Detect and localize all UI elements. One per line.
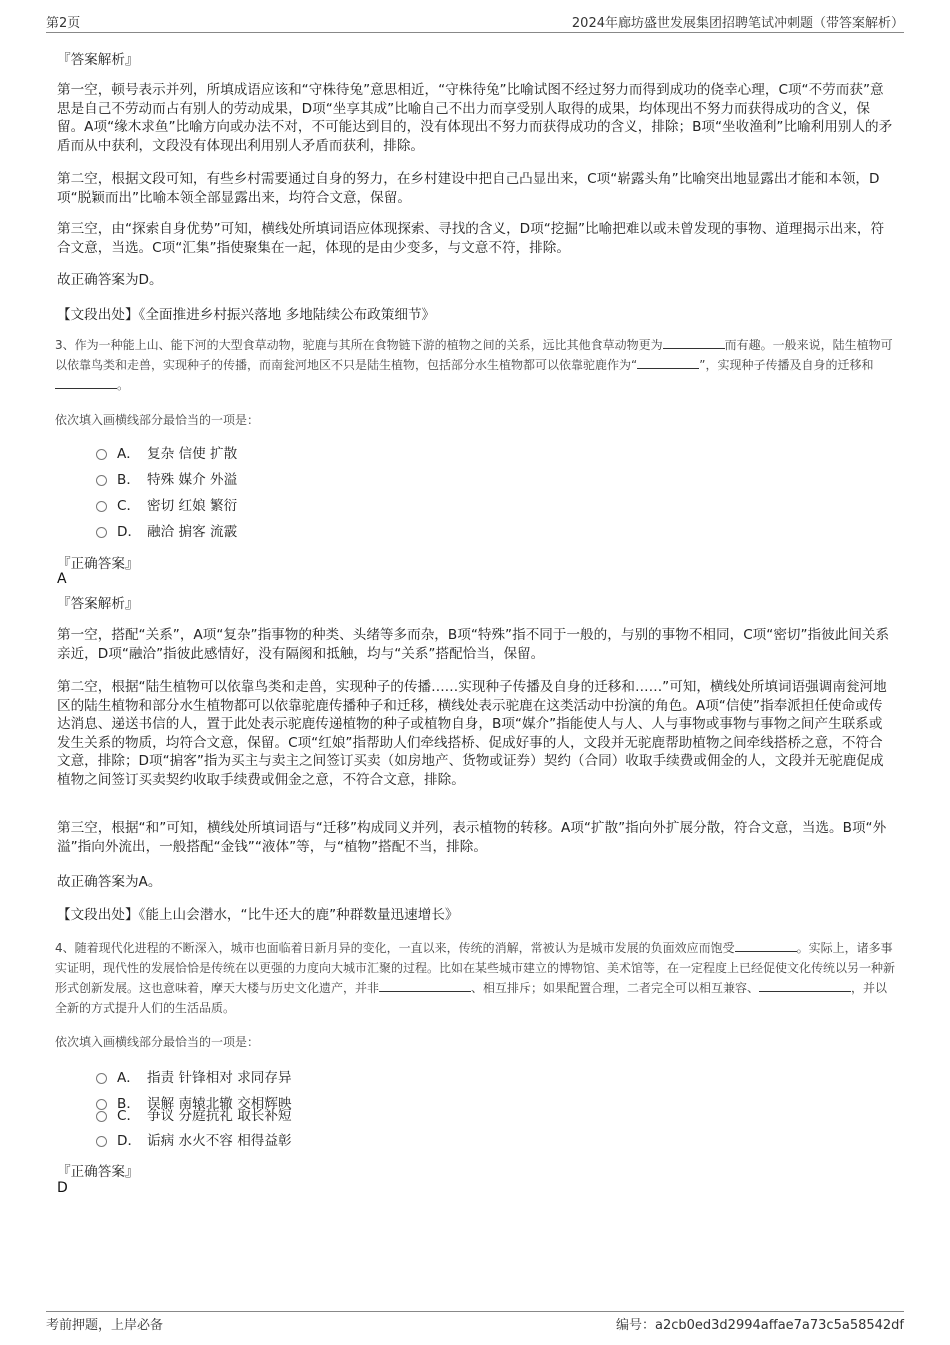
q3-option-d[interactable]: D． 融洽 掮客 流霰 bbox=[96, 522, 237, 542]
q4-blank-2 bbox=[379, 979, 471, 992]
header-divider bbox=[46, 32, 904, 33]
q2-analysis-p2: 第二空，根据文段可知，有些乡村需要通过自身的努力，在乡村建设中把自己凸显出来，C项“崭露头角”比喻突出地显露出才能和本领，D项“脱颖而出”比喻本领全部显露出来，均符合文意，保留。 bbox=[57, 171, 880, 206]
q2-analysis-p1: 第一空，顿号表示并列，所填成语应该和“守株待兔”意思相近，“守株待兔”比喻试图不经过努力而得到成功的侥幸心理，C项“不劳而获”意思是自己不劳动而占有别人的劳动成果，D项“坐享其成”比喻自己不出力而享受别人取得的成果，均体现出不努力而获得成功的含义，保留。A项“缘木求鱼”比喻方向或办法不对，不可能达到目的，没有体现出不努力而获得成功的含义，排除；B项“坐收渔利”比喻利用别人的矛盾而从中获利，文段没有体现出利用别人矛盾而获利，排除。 bbox=[57, 82, 893, 154]
q4-blank-3 bbox=[759, 979, 851, 992]
page-number: 第2页 bbox=[46, 16, 81, 31]
q3-option-b[interactable]: B． 特殊 媒介 外溢 bbox=[96, 470, 237, 490]
q3-stem-part3: ”，实现种子传播及自身的迁移和 bbox=[699, 358, 874, 372]
q3-analysis-p3: 第三空，根据“和”可知，横线处所填词语与“迁移”构成同义并列，表示植物的转移。A项“扩散”指向外扩展分散，符合文意，当选。B项“外溢”指向外流出，一般搭配“金钱”“液体”等，与“植物”搭配不当，排除。 bbox=[57, 820, 887, 855]
q2-analysis-p3: 第三空，由“探索自身优势”可知，横线处所填词语应体现探索、寻找的含义，D项“挖掘”比喻把难以或未曾发现的事物、道理揭示出来，符合文意，当选。C项“汇集”指使聚集在一起，体现的是由少变多，与文意不符，排除。 bbox=[57, 221, 885, 256]
q3-blank-3 bbox=[55, 376, 117, 389]
q4-stem-part2: 。实际上，诸多事实证明，现代性的发展恰恰是传统在以更强的力度向大城市汇聚的过程。比如在某些城市建立的博物馆、美术馆等，在一定程度上已经促使文化传统以另一种新形式创新发展。这也意味着，摩天大楼与历史文化遗产，并非 bbox=[55, 941, 896, 995]
q4-prompt: 依次填入画横线部分最恰当的一项是： bbox=[55, 1035, 260, 1049]
q3-blank-1 bbox=[663, 336, 725, 349]
q3-source: 【文段出处】《能上山会潜水，“比牛还大的鹿”种群数量迅速增长》 bbox=[57, 907, 459, 923]
radio-icon[interactable] bbox=[96, 1111, 107, 1122]
q3-option-c[interactable]: C． 密切 红娘 繁衍 bbox=[96, 496, 237, 516]
q3-analysis-p1: 第一空，搭配“关系”，A项“复杂”指事物的种类、头绪等多而杂，B项“特殊”指不同于一般的，与别的事物不相同，C项“密切”指彼此间关系亲近，D项“融洽”指彼此感情好，没有隔阂和抵触，均与“关系”搭配恰当，保留。 bbox=[57, 627, 890, 662]
document-title: 2024年廊坊盛世发展集团招聘笔试冲刺题（带答案解析） bbox=[571, 16, 904, 31]
radio-icon[interactable] bbox=[96, 1136, 107, 1147]
q4-option-c[interactable]: C． 争议 分庭抗礼 取长补短 bbox=[96, 1106, 292, 1126]
radio-icon[interactable] bbox=[96, 475, 107, 486]
q4-stem-part3: 、相互排斥；如果配置合理，二者完全可以相互兼容、 bbox=[471, 981, 760, 995]
q4-option-b[interactable]: B． 误解 南辕北辙 交相辉映 bbox=[96, 1094, 292, 1114]
radio-icon[interactable] bbox=[96, 449, 107, 460]
q3-blank-2 bbox=[637, 356, 699, 369]
footer-slogan: 考前押题，上岸必备 bbox=[46, 1318, 164, 1333]
q3-prompt: 依次填入画横线部分最恰当的一项是： bbox=[55, 413, 260, 427]
radio-icon[interactable] bbox=[96, 501, 107, 512]
q4-blank-1 bbox=[735, 939, 797, 952]
radio-icon[interactable] bbox=[96, 527, 107, 538]
q4-answer: D bbox=[57, 1180, 68, 1196]
q3-stem-part1: 3、作为一种能上山、能下河的大型食草动物，驼鹿与其所在食物链下游的植物之间的关系，远比其他食草动物更为 bbox=[55, 338, 663, 352]
q4-stem-part1: 4、随着现代化进程的不断深入，城市也面临着日新月异的变化，一直以来，传统的消解，常被认为是城市发展的负面效应而饱受 bbox=[55, 941, 735, 955]
q3-stem bbox=[55, 335, 895, 395]
q4-answer-label: 『正确答案』 bbox=[57, 1164, 139, 1180]
q3-answer-label: 『正确答案』 bbox=[57, 556, 139, 572]
q2-conclusion: 故正确答案为D。 bbox=[57, 272, 163, 288]
q3-analysis-p2: 第二空，根据“陆生植物可以依靠鸟类和走兽，实现种子的传播……实现种子传播及自身的迁移和……”可知，横线处所填词语强调南瓮河地区的陆生植物和部分水生植物都可以依靠驼鹿传播种子和迁移，横线处表示驼鹿在这类活动中扮演的角色。A项“信使”指奉派担任使命或传达消息、递送书信的人，置于此处表示驼鹿传递植物的种子或植物自身，B项“媒介”指能使人与人、人与事物或事物与事物之间产生联系或发生关系的物质，均符合文意，保留。C项“红娘”指帮助人们牵线搭桥、促成好事的人，文段并无驼鹿帮助植物之间牵线搭桥之意，不符合文意，排除；D项“掮客”指为买主与卖主之间签订买卖（如房地产、货物或证券）契约（合同）收取手续费或佣金的人，文段并无驼鹿促成植物之间签订买卖契约收取手续费或佣金之意，不符合文意，排除。 bbox=[57, 679, 887, 788]
q3-conclusion: 故正确答案为A。 bbox=[57, 874, 162, 890]
q4-option-d[interactable]: D． 诟病 水火不容 相得益彰 bbox=[96, 1131, 292, 1151]
q4-stem-part4: ，并以全新的方式提升人们的生活品质。 bbox=[55, 981, 888, 1015]
q3-stem-part2: 而有趣。一般来说，陆生植物可以依靠鸟类和走兽，实现种子的传播，而南瓮河地区不只是陆生植物，包括部分水生植物都可以依靠驼鹿作为“ bbox=[55, 338, 893, 372]
q3-answer: A bbox=[57, 571, 67, 587]
q2-analysis-label: 『答案解析』 bbox=[57, 52, 139, 68]
q2-source: 【文段出处】《全面推进乡村振兴落地 多地陆续公布政策细节》 bbox=[57, 307, 436, 323]
q4-option-a[interactable]: A． 指责 针锋相对 求同存异 bbox=[96, 1068, 292, 1088]
q3-option-a[interactable]: A． 复杂 信使 扩散 bbox=[96, 444, 237, 464]
document-id: 编号：a2cb0ed3d2994affae7a73c5a58542df bbox=[616, 1318, 904, 1333]
footer-divider bbox=[46, 1311, 904, 1312]
q4-stem bbox=[55, 938, 895, 1018]
radio-icon[interactable] bbox=[96, 1073, 107, 1084]
q3-stem-part4: 。 bbox=[117, 378, 130, 392]
q3-analysis-label: 『答案解析』 bbox=[57, 596, 139, 612]
